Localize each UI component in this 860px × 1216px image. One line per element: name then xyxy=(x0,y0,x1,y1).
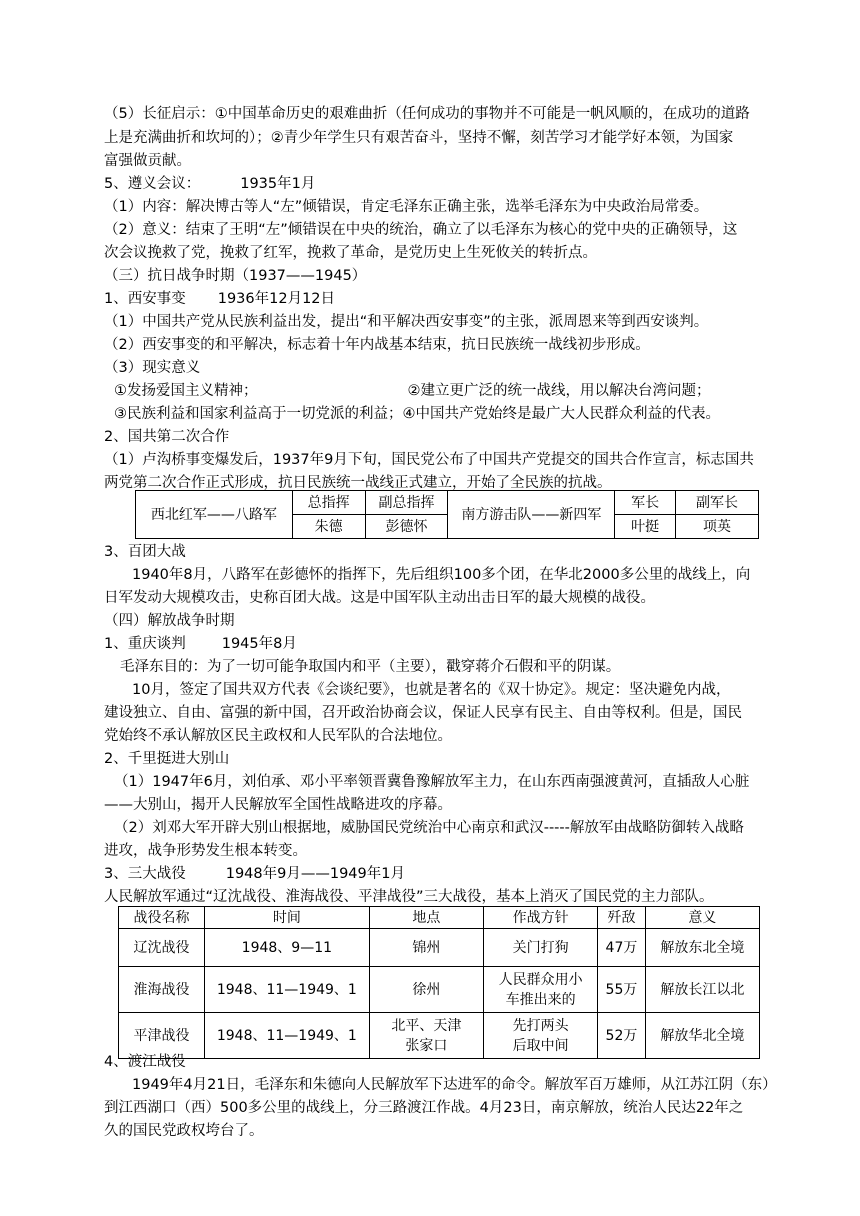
text-line: ③民族利益和国家利益高于一切党派的利益；④中国共产党始终是最广大人民群众利益的代表。 xyxy=(114,406,720,422)
text-line: 1940年8月，八路军在彭德怀的指挥下，先后组织100多个团，在华北2000多公里的战线上，向 xyxy=(132,567,751,583)
campaign-policy-cell xyxy=(483,929,597,967)
place-line: 张家口 xyxy=(405,1037,448,1054)
section-heading xyxy=(104,288,335,310)
heading-date: 1948年9月——1949年1月 xyxy=(225,866,405,882)
text-line: （1）内容：解决博古等人“左”倾错误，肯定毛泽东正确主张，选举毛泽东为中央政治局常委。 xyxy=(104,199,709,215)
campaign-time-cell: 1948、9—11 xyxy=(204,929,369,967)
place-line: 北平、天津 xyxy=(391,1017,462,1034)
heading-date: 1936年12月12日 xyxy=(217,291,336,307)
campaign-header-cell: 地点 xyxy=(369,907,483,929)
heading-date: 1945年8月 xyxy=(221,636,297,652)
policy-line: 先打两头 xyxy=(512,1017,569,1034)
army-unit-cell: 南方游击队——新四军 xyxy=(448,491,615,539)
campaign-name-cell: 淮海战役 xyxy=(119,967,205,1013)
text-line: （1）1947年6月，刘伯承、邓小平率领晋冀鲁豫解放军主力，在山东西南强渡黄河，直插敌人心脏 xyxy=(114,774,750,790)
campaign-enemy-cell: 47万 xyxy=(598,929,646,967)
period-heading: （四）解放战争时期 xyxy=(104,613,235,629)
place-line: 锦州 xyxy=(412,939,441,956)
heading-label: 3、三大战役 xyxy=(104,866,186,882)
text-line: 两党第二次合作正式形成，抗日民族统一战线正式建立，开始了全民族的抗战。 xyxy=(104,475,612,491)
policy-line: 关门打狗 xyxy=(512,939,569,956)
text-line: （1）中国共产党从民族利益出发，提出“和平解决西安事变”的主张，派周恩来等到西安谈判。 xyxy=(104,314,709,330)
text-line xyxy=(114,380,711,402)
section-heading xyxy=(104,173,315,195)
campaign-place-cell xyxy=(369,929,483,967)
heading-label: 1、西安事变 xyxy=(104,291,186,307)
text-line: 上是充满曲折和坎坷的）；②青少年学生只有艰苦奋斗，坚持不懈，刻苦学习才能学好本领，为国家 xyxy=(104,130,734,146)
army-unit-cell: 西北红军——八路军 xyxy=(136,491,293,539)
army-header-cell: 副总指挥 xyxy=(365,491,448,515)
army-header-cell: 副军长 xyxy=(676,491,759,515)
text-line: 富强做贡献。 xyxy=(104,153,191,169)
section-heading: 3、百团大战 xyxy=(104,544,186,560)
text-line: 毛泽东目的：为了一切可能争取国内和平（主要），戳穿蒋介石假和平的阴谋。 xyxy=(120,659,621,675)
campaign-header-cell: 歼敌 xyxy=(598,907,646,929)
text-line: （1）卢沟桥事变爆发后，1937年9月下旬，国民党公布了中国共产党提交的国共合作宣言，标志国共 xyxy=(104,452,754,468)
period-heading: （三）抗日战争时期（1937——1945） xyxy=(104,268,367,284)
table-row xyxy=(119,1013,760,1059)
section-heading xyxy=(104,633,297,655)
text-line: 日军发动大规模攻击，史称百团大战。这是中国军队主动出击日军的最大规模的战役。 xyxy=(104,590,655,606)
campaign-name-cell: 平津战役 xyxy=(119,1013,205,1059)
campaign-meaning-cell: 解放华北全境 xyxy=(645,1013,759,1059)
heading-label: 5、遵义会议： xyxy=(104,176,201,192)
campaign-header-cell: 意义 xyxy=(645,907,759,929)
campaign-header-cell: 作战方针 xyxy=(483,907,597,929)
campaign-place-cell xyxy=(369,1013,483,1059)
army-value-cell: 彭德怀 xyxy=(365,515,448,539)
policy-line: 车推出来的 xyxy=(505,991,576,1008)
text-line: ——大别山，揭开人民解放军全国性战略进攻的序幕。 xyxy=(104,797,452,813)
army-value-cell: 叶挺 xyxy=(615,515,676,539)
campaign-header-cell: 时间 xyxy=(204,907,369,929)
campaign-time-cell: 1948、11—1949、1 xyxy=(204,967,369,1013)
text-line: 党始终不承认解放区民主政权和人民军队的合法地位。 xyxy=(104,728,452,744)
campaign-enemy-cell: 52万 xyxy=(598,1013,646,1059)
campaign-name-cell: 辽沈战役 xyxy=(119,929,205,967)
text-line: （2）意义：结束了王明“左”倾错误在中央的统治，确立了以毛泽东为核心的党中央的正确领导，这 xyxy=(104,222,738,238)
text-line: 10月，签定了国共双方代表《会谈纪要》，也就是著名的《双十协定》。规定：坚决避免内战， xyxy=(132,682,731,698)
point-1: ①发扬爱国主义精神； xyxy=(114,383,258,399)
campaign-table xyxy=(118,906,760,1059)
text-line: 久的国民党政权垮台了。 xyxy=(104,1123,264,1139)
campaign-policy-cell xyxy=(483,967,597,1013)
heading-label: 1、重庆谈判 xyxy=(104,636,186,652)
army-header-cell: 军长 xyxy=(615,491,676,515)
place-line: 徐州 xyxy=(412,981,441,998)
text-line: （3）现实意义 xyxy=(104,360,201,376)
text-line: （2）刘邓大军开辟大别山根据地，威胁国民党统治中心南京和武汉-----解放军由战略防御转入战略 xyxy=(114,820,744,836)
point-2: ②建立更广泛的统一战线，用以解决台湾问题； xyxy=(407,383,711,399)
policy-line: 人民群众用小 xyxy=(498,971,583,988)
section-heading: 2、国共第二次合作 xyxy=(104,429,230,445)
army-header-cell: 总指挥 xyxy=(292,491,365,515)
text-line: 到江西湖口（西）500多公里的战线上，分三路渡江作战。4月23日，南京解放，统治人民达22年之 xyxy=(104,1100,744,1116)
text-line: （5）长征启示：①中国革命历史的艰难曲折（任何成功的事物并不可能是一帆风顺的，在成功的道路 xyxy=(104,106,750,122)
text-line: 次会议挽救了党，挽救了红军，挽救了革命，是党历史上生死攸关的转折点。 xyxy=(104,245,597,261)
section-heading xyxy=(104,863,405,885)
text-line: 进攻，战争形势发生根本转变。 xyxy=(104,843,307,859)
army-value-cell: 项英 xyxy=(676,515,759,539)
text-line: （2）西安事变的和平解决，标志着十年内战基本结束，抗日民族统一战线初步形成。 xyxy=(104,337,650,353)
campaign-place-cell xyxy=(369,967,483,1013)
campaign-header-cell: 战役名称 xyxy=(119,907,205,929)
policy-line: 后取中间 xyxy=(512,1037,569,1054)
text-line: 1949年4月21日，毛泽东和朱德向人民解放军下达进军的命令。解放军百万雄师，从江苏江阴（东） xyxy=(132,1077,777,1093)
army-value-cell: 朱德 xyxy=(292,515,365,539)
text-line: 建设独立、自由、富强的新中国，召开政治协商会议，保证人民享有民主、自由等权利。但是，国民 xyxy=(104,705,742,721)
campaign-policy-cell xyxy=(483,1013,597,1059)
campaign-meaning-cell: 解放长江以北 xyxy=(645,967,759,1013)
campaign-time-cell: 1948、11—1949、1 xyxy=(204,1013,369,1059)
table-row xyxy=(119,967,760,1013)
text-line: 人民解放军通过“辽沈战役、淮海战役、平津战役”三大战役，基本上消灭了国民党的主力部队。 xyxy=(104,889,714,905)
section-heading: 4、渡江战役 xyxy=(104,1054,186,1070)
campaign-meaning-cell: 解放东北全境 xyxy=(645,929,759,967)
heading-date: 1935年1月 xyxy=(240,176,316,192)
table-row xyxy=(119,929,760,967)
army-table xyxy=(135,490,759,539)
campaign-enemy-cell: 55万 xyxy=(598,967,646,1013)
section-heading: 2、千里挺进大别山 xyxy=(104,751,230,767)
